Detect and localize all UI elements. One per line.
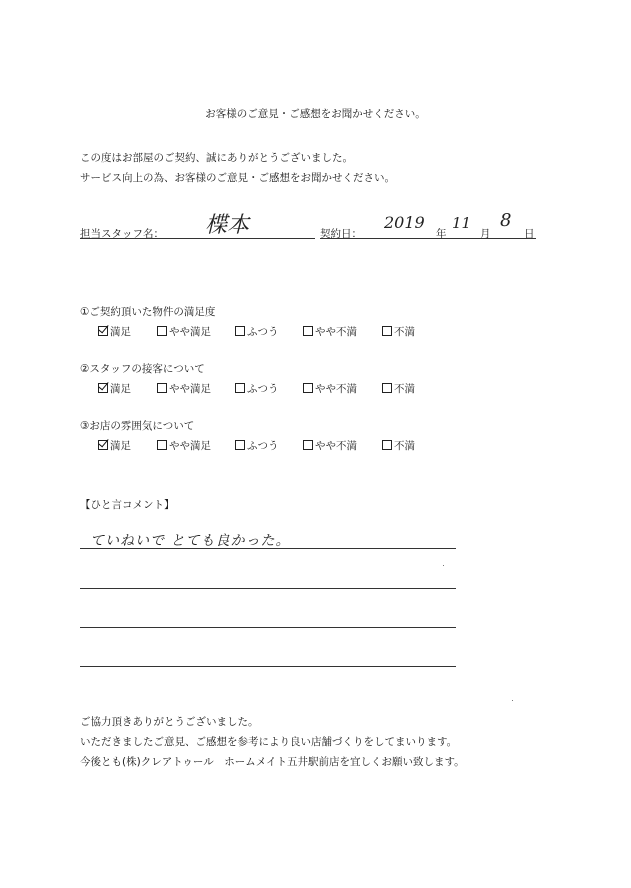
checkbox-icon[interactable] <box>382 440 392 450</box>
q2-option-5[interactable] <box>382 381 415 396</box>
contract-day-unit: 日 <box>524 228 535 240</box>
checkbox-icon[interactable] <box>382 383 392 393</box>
footer-line-2: いただきましたご意見、ご感想を参考により良い店舗づくりをしてまいります。 <box>80 736 458 748</box>
checkbox-checked-icon[interactable] <box>98 326 108 336</box>
q3-option-1[interactable] <box>98 438 131 453</box>
q2-option-5-label: 不満 <box>394 383 415 395</box>
q3-option-2[interactable] <box>157 438 211 453</box>
contract-date-underline <box>320 238 536 239</box>
checkbox-icon[interactable] <box>303 326 313 336</box>
survey-title: お客様のご意見・ご感想をお聞かせください。 <box>205 108 426 120</box>
intro-line-2: サービス向上の為、お客様のご意見・ご感想をお聞かせください。 <box>80 172 395 184</box>
q1-option-2[interactable] <box>157 324 211 339</box>
comment-line-3[interactable] <box>80 627 456 628</box>
q3-option-3[interactable] <box>235 438 279 453</box>
comment-handwritten: ていねいで とても良かった。 <box>90 533 291 549</box>
q3-option-1-label: 満足 <box>110 440 131 452</box>
checkbox-icon[interactable] <box>382 326 392 336</box>
q1-option-5-label: 不満 <box>394 326 415 338</box>
q3-option-2-label: やや満足 <box>169 440 211 452</box>
q2-option-3-label: ふつう <box>247 383 279 395</box>
q3-option-5-label: 不満 <box>394 440 415 452</box>
contract-month-handwritten: 11 <box>452 214 472 232</box>
checkbox-icon[interactable] <box>235 440 245 450</box>
contract-year-unit: 年 <box>436 228 447 240</box>
scan-speck <box>512 700 513 701</box>
q1-option-5[interactable] <box>382 324 415 339</box>
checkbox-icon[interactable] <box>157 326 167 336</box>
checkbox-icon[interactable] <box>157 440 167 450</box>
contract-month-unit: 月 <box>480 228 491 240</box>
q1-option-1[interactable] <box>98 324 131 339</box>
q2-option-4[interactable] <box>303 381 357 396</box>
checkbox-icon[interactable] <box>235 326 245 336</box>
intro-line-1: この度はお部屋のご契約、誠にありがとうございました。 <box>80 152 353 164</box>
question-2-text: ②スタッフの接客について <box>80 363 205 375</box>
q1-option-2-label: やや満足 <box>169 326 211 338</box>
comment-label: 【ひと言コメント】 <box>80 499 175 511</box>
q2-option-2-label: やや満足 <box>169 383 211 395</box>
q2-option-3[interactable] <box>235 381 279 396</box>
question-3-text: ③お店の雰囲気について <box>80 420 195 432</box>
comment-line-4[interactable] <box>80 666 456 667</box>
contract-date-label: 契約日： <box>320 228 362 240</box>
checkbox-icon[interactable] <box>303 440 313 450</box>
scan-speck <box>443 565 444 566</box>
q1-option-4-label: やや不満 <box>315 326 357 338</box>
staff-label: 担当スタッフ名： <box>80 228 164 240</box>
staff-name-handwritten: 楪本 <box>205 213 250 238</box>
comment-line-1[interactable] <box>80 548 456 549</box>
contract-year-handwritten: 2019 <box>384 213 425 232</box>
q1-option-3-label: ふつう <box>247 326 279 338</box>
staff-underline <box>80 238 315 239</box>
q3-option-4[interactable] <box>303 438 357 453</box>
checkbox-icon[interactable] <box>157 383 167 393</box>
contract-day-handwritten: 8 <box>500 210 512 231</box>
q1-option-4[interactable] <box>303 324 357 339</box>
q2-option-1[interactable] <box>98 381 131 396</box>
checkbox-icon[interactable] <box>303 383 313 393</box>
checkbox-checked-icon[interactable] <box>98 440 108 450</box>
q3-option-5[interactable] <box>382 438 415 453</box>
q2-option-2[interactable] <box>157 381 211 396</box>
q1-option-3[interactable] <box>235 324 279 339</box>
checkbox-icon[interactable] <box>235 383 245 393</box>
q2-option-1-label: 満足 <box>110 383 131 395</box>
comment-line-2[interactable] <box>80 588 456 589</box>
question-1-text: ①ご契約頂いた物件の満足度 <box>80 306 216 318</box>
footer-line-1: ご協力頂きありがとうございました。 <box>80 716 259 728</box>
q3-option-4-label: やや不満 <box>315 440 357 452</box>
q3-option-3-label: ふつう <box>247 440 279 452</box>
footer-line-3: 今後とも(株)クレアトゥール ホームメイト五井駅前店を宜しくお願い致します。 <box>80 756 465 768</box>
q1-option-1-label: 満足 <box>110 326 131 338</box>
q2-option-4-label: やや不満 <box>315 383 357 395</box>
checkbox-checked-icon[interactable] <box>98 383 108 393</box>
